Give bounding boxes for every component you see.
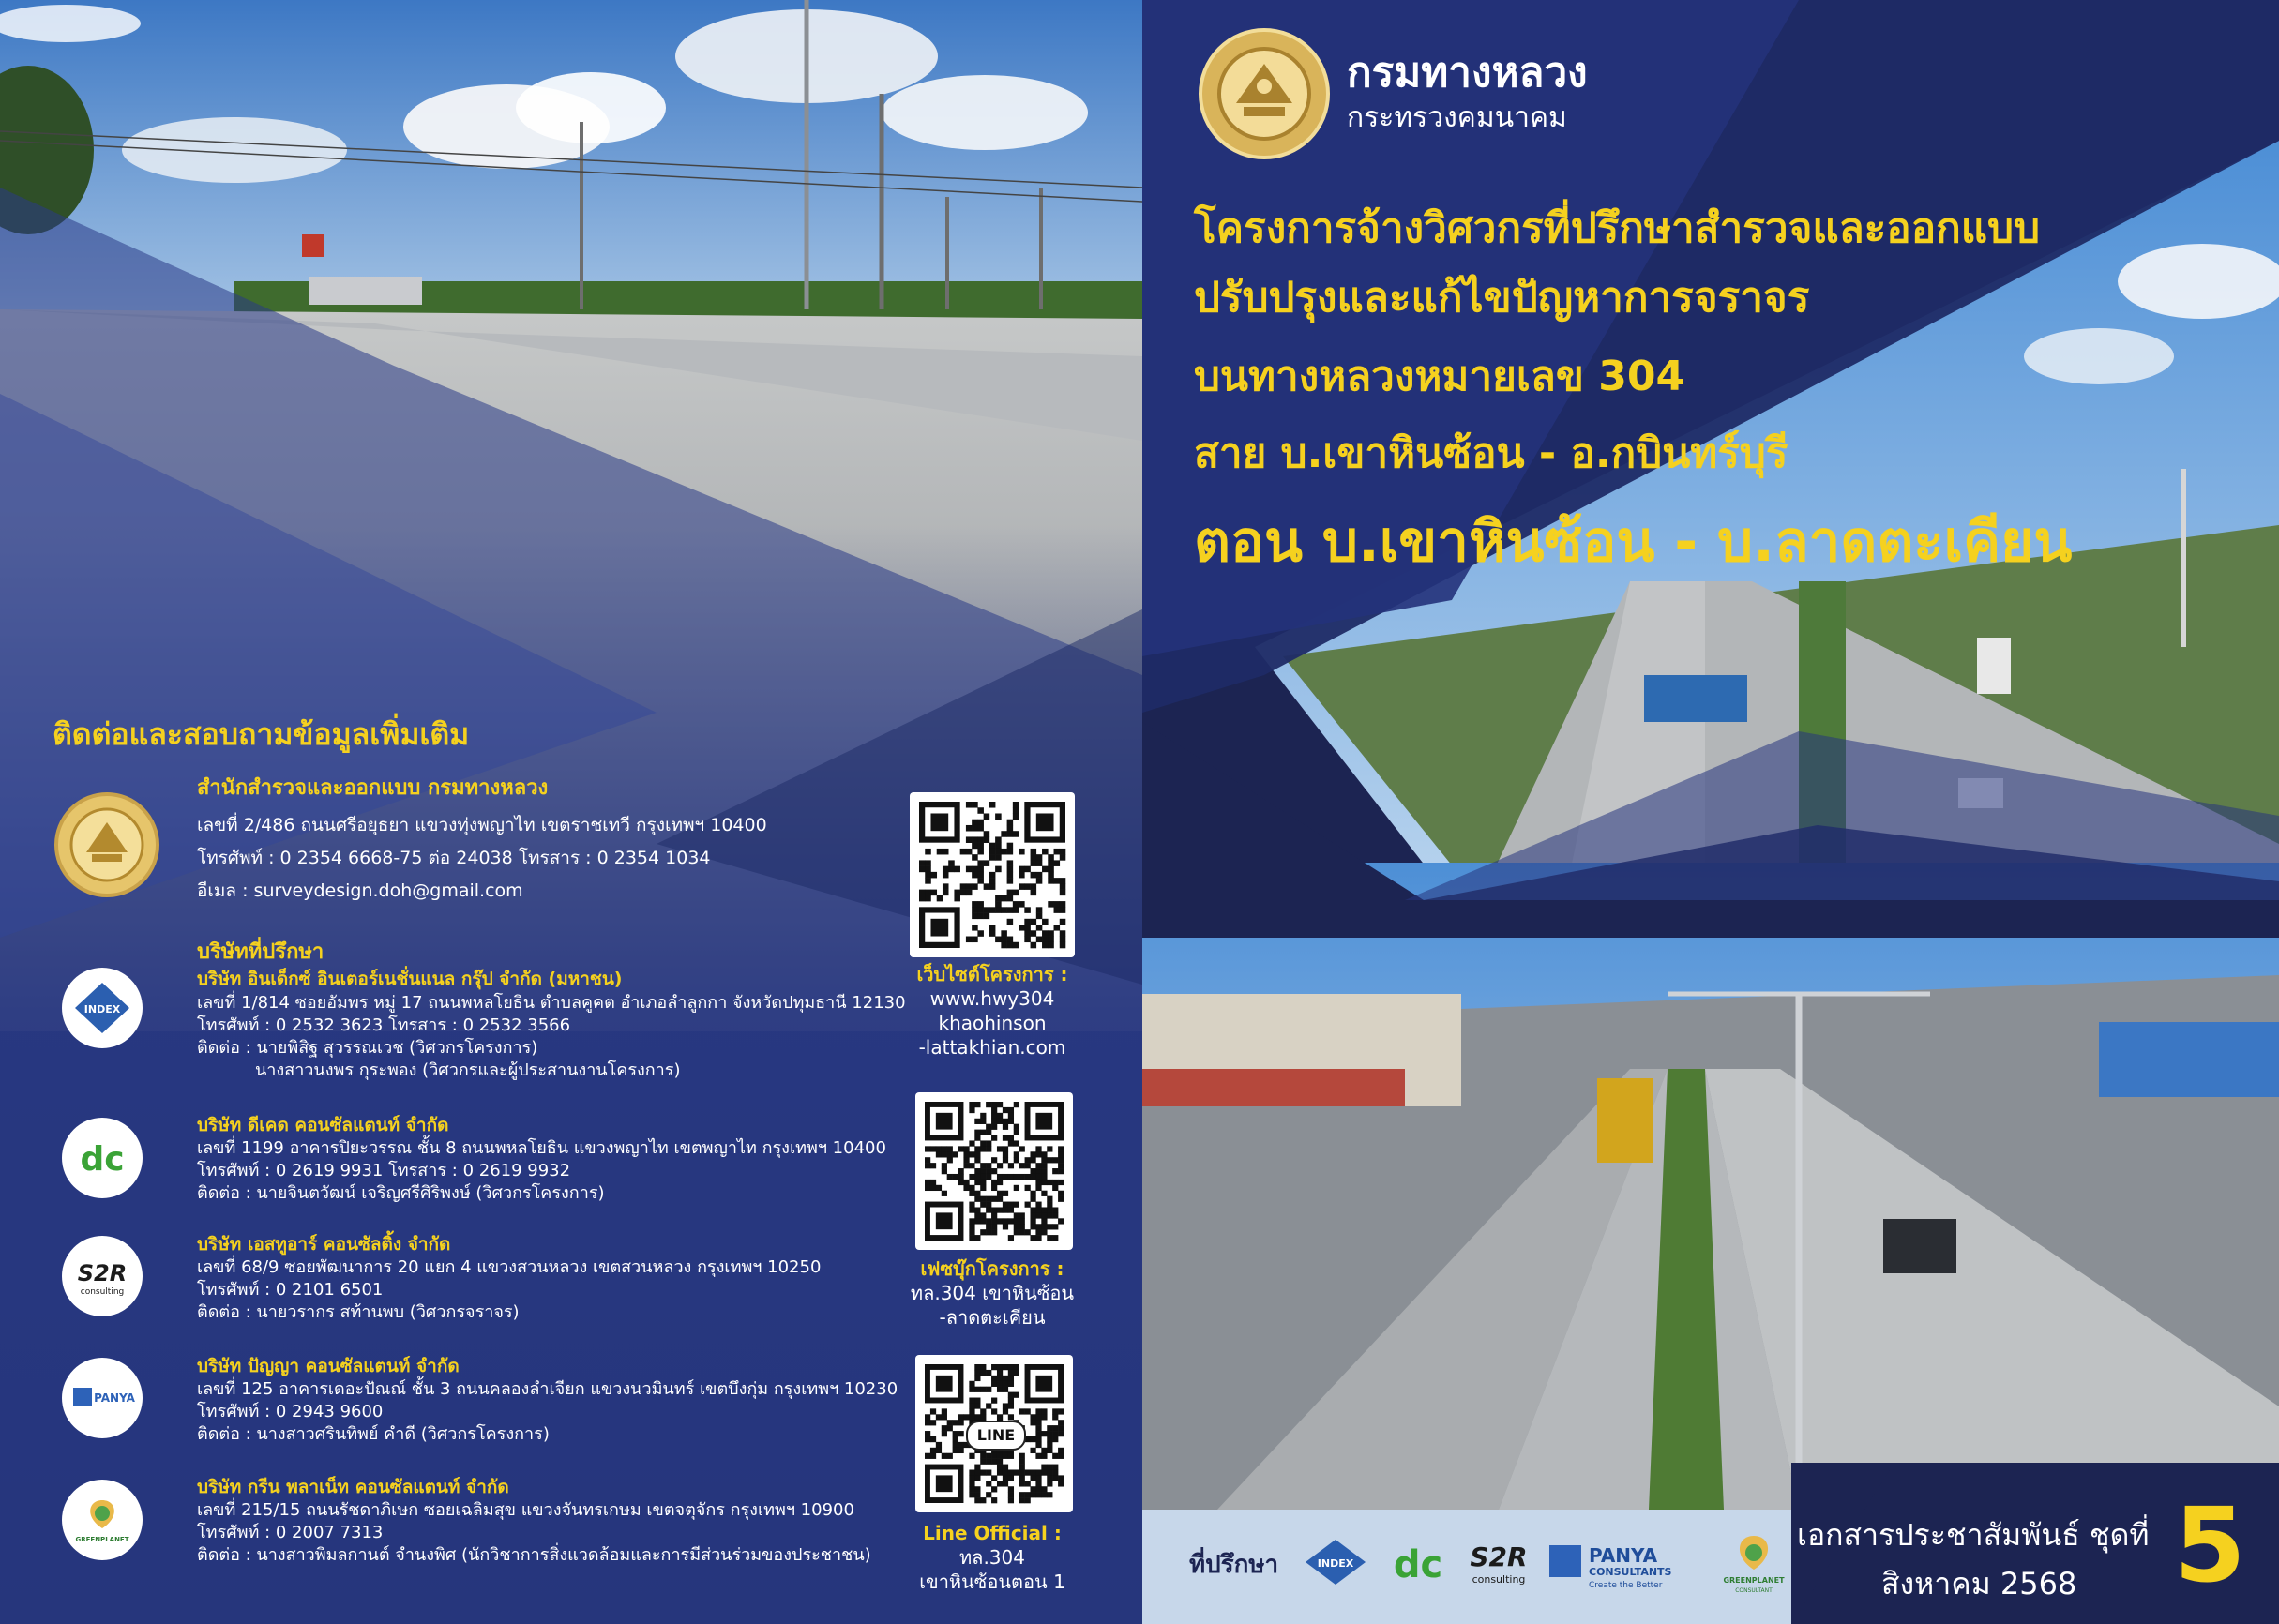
index-logo [62, 968, 143, 1048]
facebook-qr-code[interactable] [915, 1092, 1073, 1250]
panya-logo-text: PANYA [94, 1391, 135, 1405]
footer-consultants-strip [1142, 1510, 1810, 1624]
dc-logo [62, 1118, 143, 1198]
greenplanet-logo-text: GREENPLANET [1723, 1576, 1785, 1585]
document-label: เอกสารประชาสัมพันธ์ ชุดที่ [1797, 1517, 2150, 1553]
issue-number: 5 [2174, 1485, 2246, 1605]
dc-logo-text: dc [80, 1140, 125, 1179]
consultant-line: โทรศัพท์ : 0 2532 3623 โทรสาร : 0 2532 3566 [197, 1015, 571, 1035]
consultant-line: โทรศัพท์ : 0 2943 9600 [197, 1402, 384, 1421]
consultant-line: ติดต่อ : นายวรากร สท้านพบ (วิศวกรจราจร) [197, 1302, 520, 1322]
consultant-name: บริษัท ปัญญา คอนซัลแตนท์ จำกัด [197, 1356, 460, 1376]
facebook-line[interactable]: -ลาดตะเคียน [939, 1306, 1046, 1329]
project-title-line-4: สาย บ.เขาหินซ้อน - อ.กบินทร์บุรี [1194, 429, 1788, 477]
consultant-line: นางสาวนงพร กุระพอง (วิศวกรและผู้ประสานงานโครงการ) [255, 1060, 681, 1080]
index-logo-text: INDEX [1317, 1557, 1354, 1570]
project-title-line-3: บนทางหลวงหมายเลข 304 [1194, 353, 1685, 400]
consultant-line: เลขที่ 1199 อาคารปิยะวรรณ ชั้น 8 ถนนพหลโยธิน แขวงพญาไท เขตพญาไท กรุงเทพฯ 10400 [197, 1138, 886, 1158]
greenplanet-logo-sub: CONSULTANT [1735, 1587, 1773, 1594]
office-address: เลขที่ 2/486 ถนนศรีอยุธยา แขวงทุ่งพญาไท เขตราชเทวี กรุงเทพฯ 10400 [197, 815, 767, 835]
consultant-line: ติดต่อ : นางสาวพิมลกานต์ จำนงพิศ (นักวิชาการสิ่งแวดล้อมและการมีส่วนร่วมของประชาชน) [197, 1545, 871, 1565]
line-label: LINE [966, 1421, 1026, 1451]
s2r-logo-text: S2R [77, 1260, 128, 1286]
agency-ministry: กระทรวงคมนาคม [1347, 101, 1567, 134]
facebook-caption [898, 1256, 1086, 1330]
s2r-logo [1461, 1532, 1536, 1594]
consultant-line: เลขที่ 215/15 ถนนรัชดาภิเษก ซอยเฉลิมสุข แขวงจันทรเกษม เขตจตุจักร กรุงเทพฯ 10900 [197, 1500, 854, 1520]
panya-logo-text: PANYA [1589, 1544, 1658, 1567]
website-caption [898, 962, 1086, 1060]
issue-date: สิงหาคม 2568 [1881, 1566, 2077, 1601]
consultant-line: โทรศัพท์ : 0 2007 7313 [197, 1523, 384, 1542]
issue-box [1791, 1463, 2279, 1624]
doh-seal-icon [1199, 28, 1330, 159]
consultant-line: โทรศัพท์ : 0 2101 6501 [197, 1280, 384, 1300]
consultant-name: บริษัท เอสทูอาร์ คอนซัลติ้ง จำกัด [197, 1234, 451, 1255]
s2r-logo-sub: consulting [80, 1287, 125, 1297]
project-title-line-1: โครงการจ้างวิศวกรที่ปรึกษาสำรวจและออกแบบ [1194, 204, 2041, 252]
facebook-line[interactable]: ทล.304 เขาหินซ้อน [910, 1282, 1075, 1304]
line-heading: Line Official : [923, 1522, 1062, 1544]
greenplanet-logo [1716, 1528, 1791, 1603]
greenplanet-logo-text: GREENPLANET [75, 1536, 129, 1543]
s2r-logo [62, 1236, 143, 1316]
footer-consultants-label: ที่ปรึกษา [1189, 1551, 1279, 1579]
consultant-line: เลขที่ 125 อาคารเดอะปัณณ์ ชั้น 3 ถนนคลองลำเจียก แขวงนวมินทร์ เขตบึงกุ่ม กรุงเทพฯ 10230 [197, 1379, 898, 1399]
agency-name: กรมทางหลวง [1347, 49, 1588, 97]
line-line[interactable]: ทล.304 [959, 1546, 1025, 1569]
consultant-name: บริษัท กรีน พลาเน็ท คอนซัลแตนท์ จำกัด [197, 1477, 509, 1497]
consultants-heading: บริษัทที่ปรึกษา [197, 940, 324, 964]
panya-logo-sub: CONSULTANTS [1589, 1566, 1672, 1578]
s2r-logo-text: S2R [1470, 1541, 1528, 1572]
greenplanet-logo [62, 1480, 143, 1560]
consultant-line: เลขที่ 68/9 ซอยพัฒนาการ 20 แยก 4 แขวงสวนหลวง เขตสวนหลวง กรุงเทพฯ 10250 [197, 1257, 822, 1277]
consultant-line: ติดต่อ : นางสาวศรินทิพย์ คำดี (วิศวกรโครงการ) [197, 1424, 550, 1444]
consultant-line: ติดต่อ : นายจินตวัฒน์ เจริญศรีศิริพงษ์ (วิศวกรโครงการ) [197, 1183, 605, 1203]
dc-logo [1381, 1536, 1456, 1588]
consultant-name: บริษัท ดีเคด คอนซัลแตนท์ จำกัด [197, 1115, 449, 1135]
facebook-heading: เฟซบุ๊กโครงการ : [920, 1257, 1064, 1280]
office-phone: โทรศัพท์ : 0 2354 6668-75 ต่อ 24038 โทรสาร : 0 2354 1034 [197, 848, 711, 868]
office-email: อีเมล : surveydesign.doh@gmail.com [197, 880, 523, 901]
website-line[interactable]: www.hwy304 [929, 987, 1055, 1010]
project-title-line-5: ตอน บ.เขาหินซ้อน - บ.ลาดตะเคียน [1194, 509, 2073, 575]
dc-logo-text: dc [1393, 1543, 1443, 1586]
index-logo [1302, 1536, 1369, 1588]
s2r-logo-sub: consulting [1472, 1573, 1526, 1586]
office-name: สำนักสำรวจและออกแบบ กรมทางหลวง [197, 776, 549, 800]
line-caption [898, 1521, 1086, 1594]
website-heading: เว็บไซต์โครงการ : [916, 963, 1068, 985]
consultant-line: โทรศัพท์ : 0 2619 9931 โทรสาร : 0 2619 9932 [197, 1161, 571, 1180]
panya-logo-tagline: Create the Better [1589, 1581, 1663, 1590]
consultant-name: บริษัท อินเด็กซ์ อินเตอร์เนชั่นแนล กรุ๊ป จำกัด (มหาชน) [197, 969, 623, 989]
panya-logo [1546, 1532, 1705, 1594]
panya-logo [62, 1358, 143, 1438]
contact-heading: ติดต่อและสอบถามข้อมูลเพิ่มเติม [53, 716, 470, 752]
consultant-line: เลขที่ 1/814 ซอยอัมพร หมู่ 17 ถนนพหลโยธิน ตำบลคูคต อำเภอลำลูกกา จังหวัดปทุมธานี 12130 [197, 993, 906, 1013]
line-qr-code[interactable] [915, 1355, 1073, 1512]
index-logo-text: INDEX [83, 1003, 121, 1015]
project-title-line-2: ปรับปรุงและแก้ไขปัญหาการจราจร [1194, 274, 1810, 322]
line-line[interactable]: เขาหินซ้อนตอน 1 [919, 1571, 1065, 1593]
website-line[interactable]: khaohinson [938, 1012, 1047, 1034]
doh-seal-icon [54, 792, 159, 897]
website-qr-code[interactable] [910, 792, 1075, 957]
consultant-line: ติดต่อ : นายพิสิฐ สุวรรณเวช (วิศวกรโครงการ) [197, 1038, 538, 1058]
website-line[interactable]: -lattakhian.com [918, 1036, 1066, 1059]
